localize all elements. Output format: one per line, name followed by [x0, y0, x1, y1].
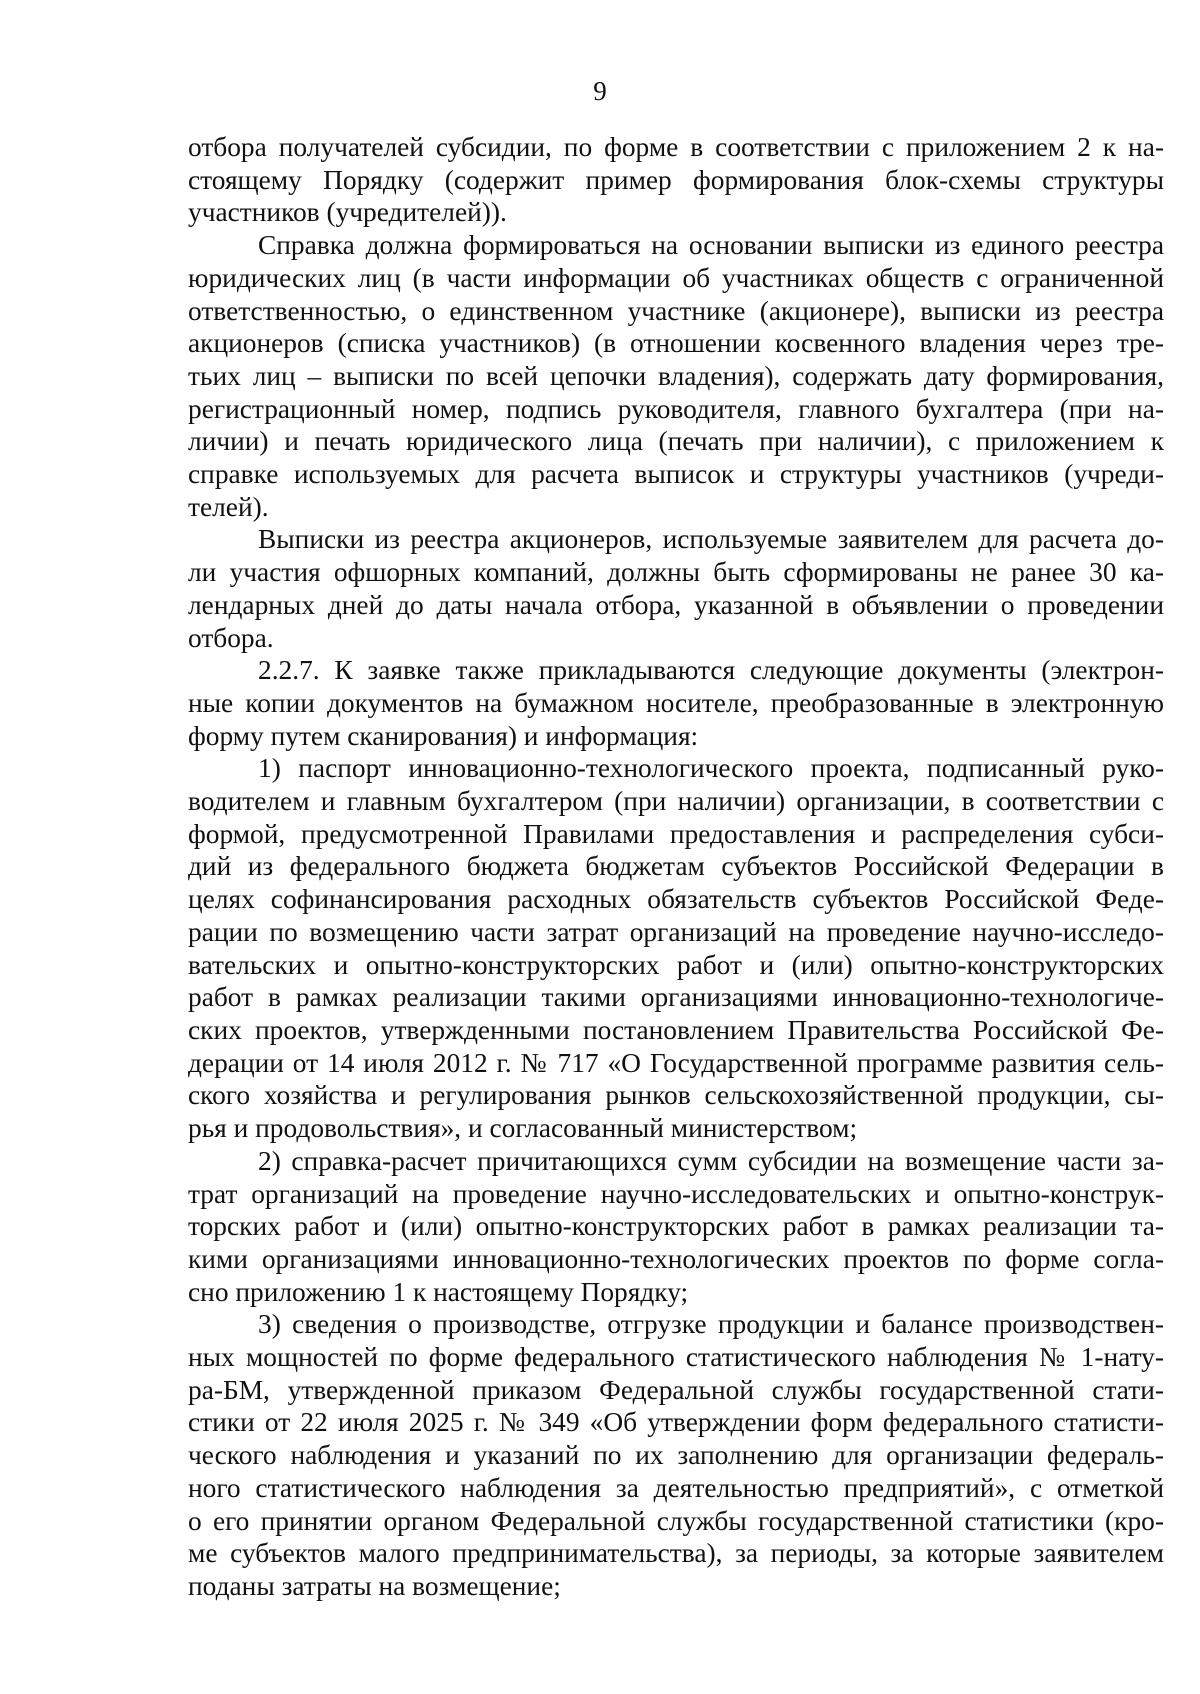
text-line: ческого наблюдения и указаний по их заполнению для организации федераль-: [188, 1440, 1164, 1471]
page-number: 9: [593, 76, 607, 106]
text-line: личии) и печать юридического лица (печать при наличии), с приложением к: [188, 426, 1164, 457]
text-line: трат организаций на проведение научно-исследовательских и опытно-конструк-: [188, 1178, 1164, 1209]
text-line: о его принятии органом Федеральной службы государственной статистики (кро-: [188, 1505, 1164, 1536]
text-line: Справка должна формироваться на основании выписки из единого реестра: [258, 230, 1164, 261]
text-line: 1) паспорт инновационно-технологического проекта, подписанный руко-: [258, 753, 1164, 784]
text-line: рья и продовольствия», и согласованный министерством;: [188, 1113, 858, 1144]
text-line: отбора получателей субсидии, по форме в соответствии с приложением 2 к на-: [188, 132, 1164, 162]
text-line: юридических лиц (в части информации об участниках обществ с ограниченной: [188, 262, 1164, 293]
text-line: ме субъектов малого предпринимательства), за периоды, за которые заявителем: [188, 1538, 1164, 1569]
text-line: дий из федерального бюджета бюджетам субъектов Российской Федерации в: [188, 851, 1164, 882]
text-line: регистрационный номер, подпись руководителя, главного бухгалтера (при на-: [188, 393, 1164, 424]
text-line: сно приложению 1 к настоящему Порядку;: [188, 1276, 689, 1307]
text-line: ских проектов, утвержденными постановлением Правительства Российской Фе-: [188, 1014, 1164, 1045]
text-line: ного статистического наблюдения за деятельностью предприятий», с отметкой: [188, 1472, 1164, 1503]
text-line: торских работ и (или) опытно-конструкторских работ в рамках реализации та-: [188, 1211, 1164, 1242]
text-line: рации по возмещению части затрат организаций на проведение научно-исследо-: [188, 916, 1164, 947]
text-line: вательских и опытно-конструкторских работ и (или) опытно-конструкторских: [188, 949, 1164, 980]
text-line: 3) сведения о производстве, отгрузке продукции и балансе производствен-: [258, 1309, 1164, 1340]
text-line: справке используемых для расчета выписок и структуры участников (учреди-: [188, 459, 1164, 490]
text-line: дерации от 14 июля 2012 г. № 717 «О Государственной программе развития сель-: [188, 1047, 1164, 1078]
text-line: 2) справка-расчет причитающихся сумм субсидии на возмещение части за-: [258, 1145, 1164, 1176]
text-line: форму путем сканирования) и информация:: [188, 720, 699, 751]
text-line: ского хозяйства и регулирования рынков сельскохозяйственной продукции, сы-: [188, 1080, 1164, 1111]
text-line: тьих лиц – выписки по всей цепочки владения), содержать дату формирования,: [188, 360, 1164, 391]
text-line: ра-БМ, утвержденной приказом Федеральной службы государственной стати-: [188, 1374, 1164, 1405]
text-line: стики от 22 июля 2025 г. № 349 «Об утверждении форм федерального статисти-: [188, 1407, 1164, 1438]
text-line: акционеров (списка участников) (в отношении косвенного владения через тре-: [188, 328, 1164, 359]
document-body: [188, 131, 1164, 1603]
text-line: ответственностью, о единственном участнике (акционере), выписки из реестра: [188, 295, 1164, 326]
text-line: лендарных дней до даты начала отбора, указанной в объявлении о проведении: [188, 589, 1164, 620]
text-line: стоящему Порядку (содержит пример формирования блок-схемы структуры: [188, 164, 1164, 195]
text-line: участников (учредителей)).: [188, 197, 507, 228]
text-line: 2.2.7. К заявке также прикладываются следующие документы (электрон-: [258, 655, 1164, 686]
text-line: целях софинансирования расходных обязательств субъектов Российской Феде-: [188, 884, 1164, 915]
text-line: водителем и главным бухгалтером (при наличии) организации, в соответствии с: [188, 786, 1164, 817]
text-line: поданы затраты на возмещение;: [188, 1570, 561, 1601]
text-line: кими организациями инновационно-технологических проектов по форме согла-: [188, 1243, 1164, 1274]
text-line: работ в рамках реализации такими организациями инновационно-технологиче-: [188, 982, 1164, 1013]
text-line: формой, предусмотренной Правилами предоставления и распределения субси-: [188, 818, 1164, 849]
text-line: ные копии документов на бумажном носителе, преобразованные в электронную: [188, 687, 1164, 718]
text-line: отбора.: [188, 622, 274, 653]
text-line: ных мощностей по форме федерального статистического наблюдения № 1-нату-: [188, 1342, 1164, 1373]
text-line: ли участия офшорных компаний, должны быть сформированы не ранее 30 ка-: [188, 557, 1164, 588]
text-line: телей).: [188, 491, 269, 522]
text-line: Выписки из реестра акционеров, используемые заявителем для расчета до-: [258, 524, 1164, 555]
